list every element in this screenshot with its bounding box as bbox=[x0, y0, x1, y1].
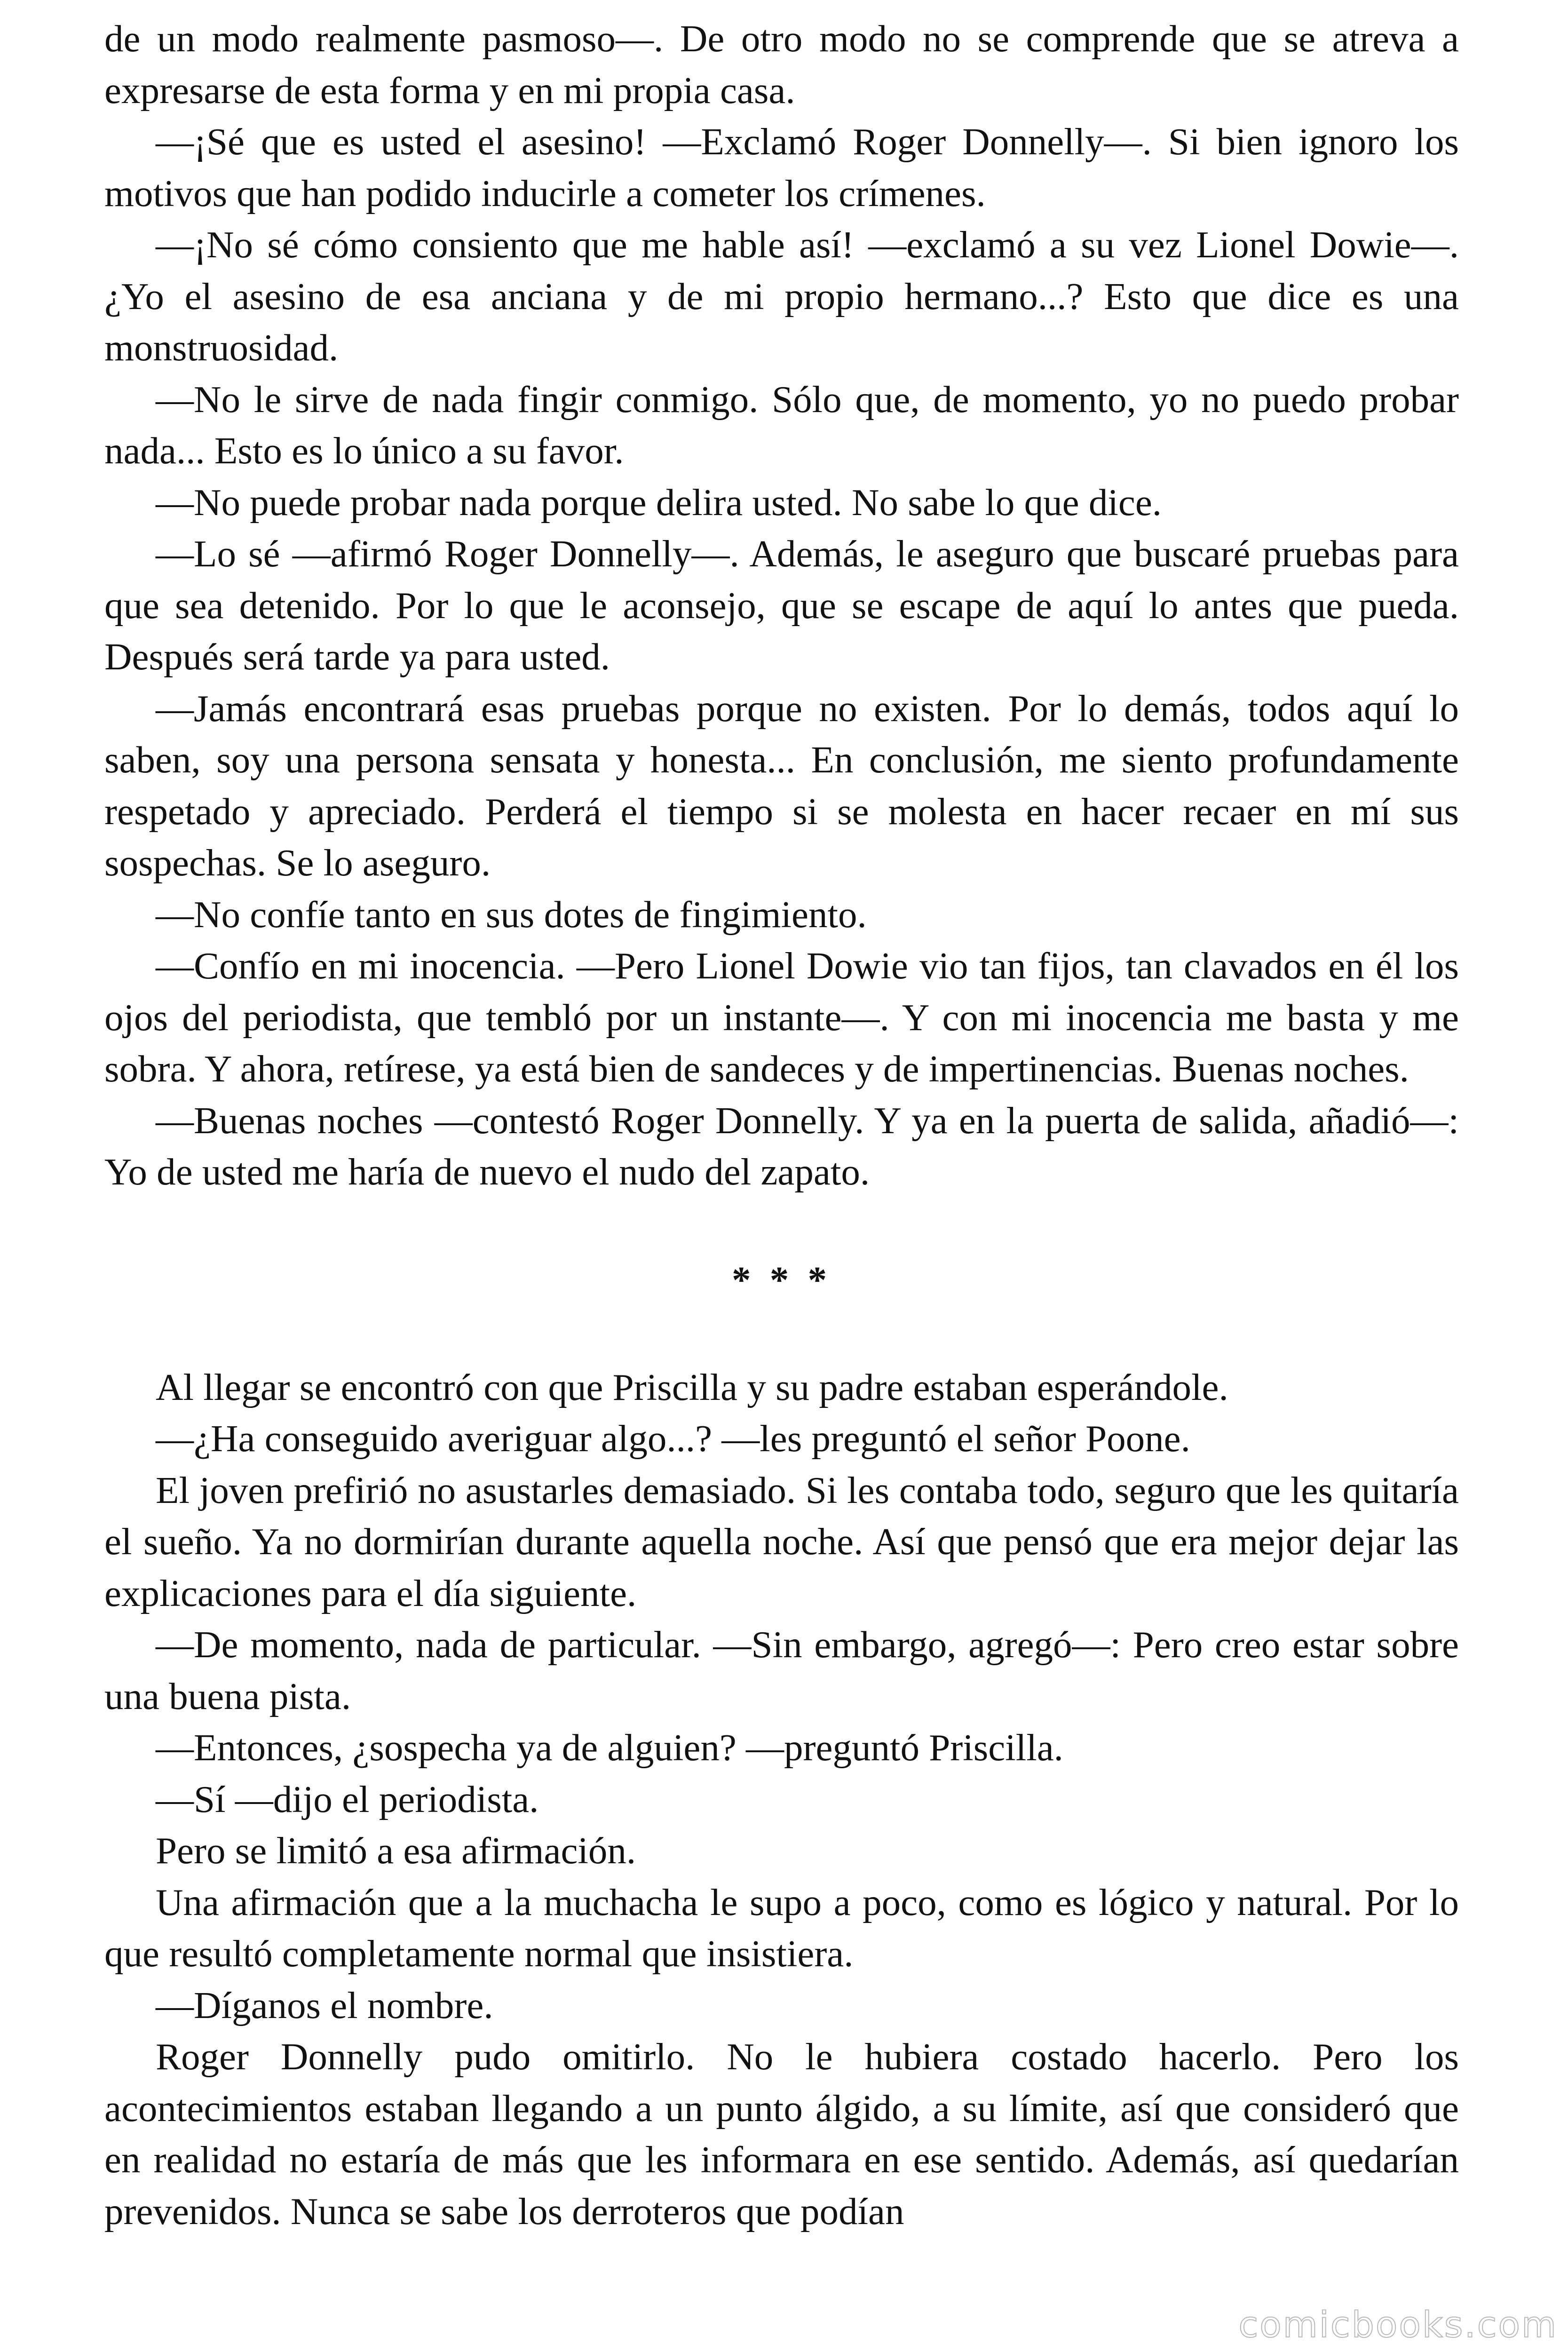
paragraph: —Lo sé —afirmó Roger Donnelly—. Además, le aseguro que buscaré pruebas para que sea detenido. Por lo que le aconsejo, que se escape de aquí lo antes que pueda. Después será tarde ya para usted. bbox=[104, 532, 1459, 678]
paragraph: Al llegar se encontró con que Priscilla y su padre estaban esperándole. bbox=[156, 1366, 1228, 1408]
paragraph: Roger Donnelly pudo omitirlo. No le hubiera costado hacerlo. Pero los acontecimientos estaban llegando a un punto álgido, a su límite, así que consideró que en realidad no estaría de más que les informara en ese sentido. Además, así quedarían prevenidos. Nunca se sabe los derroteros que podían bbox=[104, 2035, 1459, 2233]
section-separator: * * * bbox=[732, 1258, 832, 1301]
paragraph: —No puede probar nada porque delira usted. No sabe lo que dice. bbox=[156, 481, 1162, 524]
paragraph: El joven prefirió no asustarles demasiado. Si les contaba todo, seguro que les quitaría el sueño. Ya no dormirían durante aquella noche. Así que pensó que era mejor dejar las explicaciones para el día siguiente. bbox=[104, 1469, 1459, 1614]
paragraph: —No le sirve de nada fingir conmigo. Sólo que, de momento, yo no puedo probar nada... Esto es lo único a su favor. bbox=[104, 378, 1459, 472]
paragraph: —Díganos el nombre. bbox=[156, 1984, 493, 2026]
paragraph: —Sí —dijo el periodista. bbox=[156, 1778, 539, 1820]
paragraph: Pero se limitó a esa afirmación. bbox=[156, 1829, 636, 1872]
watermark: comicbooks.com bbox=[1238, 2304, 1558, 2345]
paragraph: de un modo realmente pasmoso—. De otro modo no se comprende que se atreva a expresarse de esta forma y en mi propia casa. bbox=[104, 17, 1459, 111]
paragraph: —Jamás encontrará esas pruebas porque no existen. Por lo demás, todos aquí lo saben, soy una persona sensata y honesta... En conclusión, me siento profundamente respetado y apreciado. Perderá el tiempo si se molesta en hacer recaer en mí sus sospechas. Se lo aseguro. bbox=[104, 687, 1459, 884]
paragraph: —Buenas noches —contestó Roger Donnelly. Y ya en la puerta de salida, añadió—: Yo de usted me haría de nuevo el nudo del zapato. bbox=[104, 1099, 1459, 1193]
paragraph: —No confíe tanto en sus dotes de fingimiento. bbox=[156, 893, 867, 936]
paragraph: —Confío en mi inocencia. —Pero Lionel Dowie vio tan fijos, tan clavados en él los ojos del periodista, que tembló por un instante—. Y con mi inocencia me basta y me sobra. Y ahora, retírese, ya está bien de sandeces y de impertinencias. Buenas noches. bbox=[104, 945, 1459, 1090]
book-page bbox=[104, 0, 1459, 2352]
paragraph: —¡No sé cómo consiento que me hable así! —exclamó a su vez Lionel Dowie—. ¿Yo el asesino de esa anciana y de mi propio hermano...? Esto que dice es una monstruosidad. bbox=[104, 223, 1459, 369]
paragraph: —¡Sé que es usted el asesino! —Exclamó Roger Donnelly—. Si bien ignoro los motivos que han podido inducirle a cometer los crímenes. bbox=[104, 120, 1459, 215]
paragraph: —¿Ha conseguido averiguar algo...? —les preguntó el señor Poone. bbox=[156, 1417, 1190, 1460]
paragraph: Una afirmación que a la muchacha le supo a poco, como es lógico y natural. Por lo que resultó completamente normal que insistiera. bbox=[104, 1881, 1459, 1975]
paragraph: —De momento, nada de particular. —Sin embargo, agregó—: Pero creo estar sobre una buena pista. bbox=[104, 1623, 1459, 1717]
page-body-text bbox=[104, 13, 1459, 2237]
paragraph: —Entonces, ¿sospecha ya de alguien? —preguntó Priscilla. bbox=[156, 1726, 1063, 1769]
